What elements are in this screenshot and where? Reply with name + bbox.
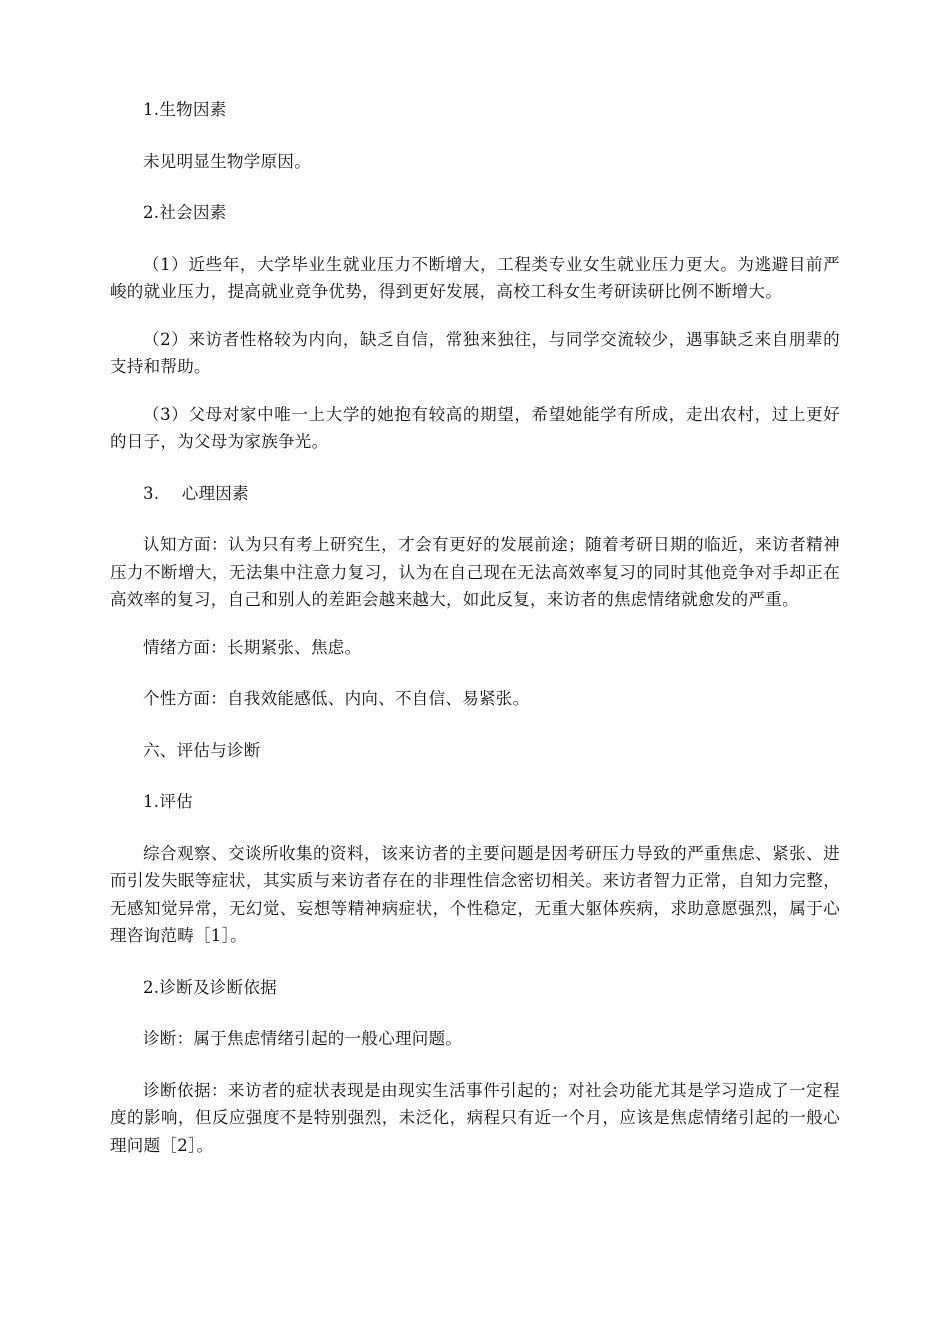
para-social-2: （2）来访者性格较为内向，缺乏自信，常独来独往，与同学交流较少，遇事缺乏来自朋辈的支持和帮助。 bbox=[110, 329, 840, 376]
para-personality: 个性方面：自我效能感低、内向、不自信、易紧张。 bbox=[143, 689, 530, 708]
para-emotion: 情绪方面：长期紧张、焦虑。 bbox=[143, 637, 362, 657]
para-social-1: （1）近些年，大学毕业生就业压力不断增大，工程类专业女生就业压力更大。为逃避目前严峻的就业压力，提高就业竞争优势，得到更好发展，高校工科女生考研读研比例不断增大。 bbox=[110, 254, 840, 301]
para-diagnosis-basis: 诊断依据：来访者的症状表现是由现实生活事件引起的；对社会功能尤其是学习造成了一定程度的影响，但反应强度不是特别强烈，未泛化，病程只有近一个月，应该是焦虑情绪引起的一般心理问题［2］。 bbox=[110, 1080, 840, 1155]
document-page bbox=[110, 96, 840, 1159]
para-social-3: （3）父母对家中唯一上大学的她抱有较高的期望，希望她能学有所成，走出农村，过上更好的日子，为父母为家族争光。 bbox=[110, 404, 840, 451]
heading-psychological-factors: 3. 心理因素 bbox=[143, 483, 249, 503]
para-assessment: 综合观察、交谈所收集的资料，该来访者的主要问题是因考研压力导致的严重焦虑、紧张、进而引发失眠等症状，其实质与来访者存在的非理性信念密切相关。来访者智力正常，自知力完整，无感知觉异常，无幻觉、妄想等精神病症状，个性稳定，无重大躯体疾病，求助意愿强烈，属于心理咨询范畴［1］。 bbox=[110, 843, 840, 945]
para-cognition: 认知方面：认为只有考上研究生，才会有更好的发展前途；随着考研日期的临近，来访者精神压力不断增大，无法集中注意力复习，认为在自己现在无法高效率复习的同时其他竞争对手却正在高效率的复习，自己和别人的差距会越来越大，如此反复，来访者的焦虑情绪就愈发的严重。 bbox=[110, 535, 840, 609]
para-biological: 未见明显生物学原因。 bbox=[143, 151, 311, 171]
heading-diagnosis-basis: 2.诊断及诊断依据 bbox=[143, 977, 277, 997]
heading-assessment: 1.评估 bbox=[143, 792, 193, 811]
heading-social-factors: 2.社会因素 bbox=[143, 203, 227, 222]
heading-assessment-diagnosis: 六、评估与诊断 bbox=[143, 740, 261, 760]
heading-biological-factors: 1.生物因素 bbox=[143, 100, 227, 119]
para-diagnosis: 诊断：属于焦虑情绪引起的一般心理问题。 bbox=[143, 1029, 463, 1048]
